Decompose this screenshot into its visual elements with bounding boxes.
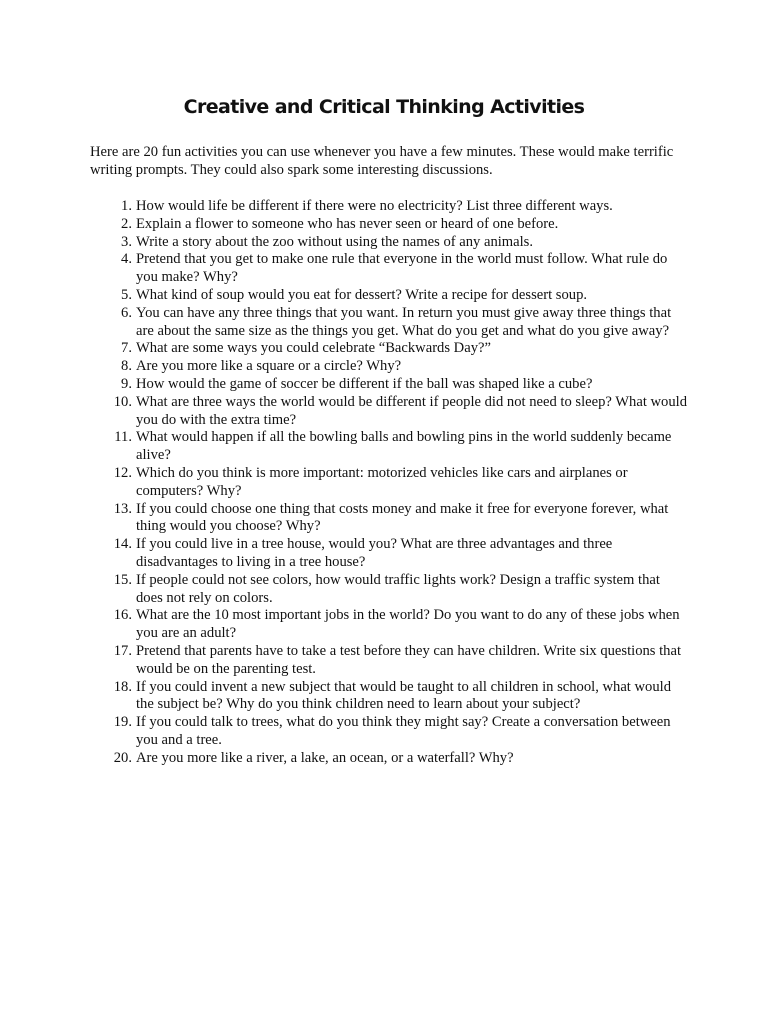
document-title: Creative and Critical Thinking Activities: [183, 96, 585, 118]
item-text: What are some ways you could celebrate “Backwards Day?”: [136, 340, 491, 357]
item-text: What are the 10 most important jobs in the world? Do you want to do any of these jobs when you are an adult?: [136, 607, 680, 642]
item-text: If you could talk to trees, what do you think they might say? Create a conversation between you and a tree.: [136, 714, 671, 748]
list-item: [90, 714, 690, 750]
item-text: How would the game of soccer be different if the ball was shaped like a cube?: [136, 375, 593, 392]
item-number: 1.: [121, 198, 132, 214]
item-number: 12.: [113, 464, 132, 481]
item-text: Pretend that parents have to take a test before they can have children. Write six questions that would be on the parenting test.: [136, 642, 682, 677]
item-number: 20.: [113, 749, 132, 766]
list-item: [90, 536, 690, 572]
list-item: [90, 216, 690, 234]
item-number: 14.: [113, 536, 132, 553]
list-item: [90, 394, 690, 430]
item-number: 16.: [113, 607, 132, 624]
item-number: 5.: [121, 286, 132, 303]
list-item: [90, 572, 690, 608]
item-number: 7.: [121, 340, 132, 357]
item-text: What would happen if all the bowling balls and bowling pins in the world suddenly became alive?: [136, 429, 672, 464]
item-text: If you could choose one thing that costs money and make it free for everyone forever, what thing would you choose? Why?: [136, 500, 669, 535]
list-item: [90, 429, 690, 465]
item-number: 15.: [113, 571, 132, 588]
item-number: 10.: [113, 393, 132, 410]
item-text: What kind of soup would you eat for dessert? Write a recipe for dessert soup.: [136, 286, 588, 303]
list-item: [90, 340, 690, 358]
list-item: [90, 287, 690, 305]
item-text: Which do you think is more important: motorized vehicles like cars and airplanes or computers? Why?: [136, 464, 628, 499]
item-number: 2.: [121, 215, 132, 232]
item-text: Are you more like a square or a circle? Why?: [136, 358, 402, 375]
list-item: [90, 607, 690, 643]
item-number: 6.: [121, 304, 132, 321]
item-text: If you could live in a tree house, would you? What are three advantages and three disadvantages to living in a tree house?: [136, 536, 613, 570]
item-number: 18.: [113, 678, 132, 695]
item-text: Are you more like a river, a lake, an ocean, or a waterfall? Why?: [136, 749, 514, 766]
activity-list: [90, 198, 690, 768]
item-text: What are three ways the world would be different if people did not need to sleep? What would you do with the extra time?: [136, 393, 688, 428]
list-item: [90, 376, 690, 394]
item-number: 13.: [113, 500, 132, 517]
list-item: [90, 465, 690, 501]
item-number: 3.: [121, 233, 132, 250]
list-item: [90, 679, 690, 715]
item-text: You can have any three things that you want. In return you must give away three things that are about the same size as the things you get. What do you get and what do you give away?: [136, 304, 672, 339]
item-number: 19.: [113, 714, 132, 731]
item-text: Explain a flower to someone who has never seen or heard of one before.: [136, 215, 559, 232]
item-number: 4.: [121, 251, 132, 268]
list-item: [90, 234, 690, 252]
item-number: 9.: [121, 375, 132, 392]
list-item: [90, 643, 690, 679]
list-item: [90, 750, 690, 768]
list-item: [90, 358, 690, 376]
item-number: 8.: [121, 358, 132, 375]
item-number: 17.: [113, 642, 132, 659]
intro-paragraph: Here are 20 fun activities you can use whenever you have a few minutes. These would make terrific writing prompts. They could also spark some interesting discussions.: [90, 144, 674, 178]
item-text: If people could not see colors, how would traffic lights work? Design a traffic system that does not rely on colors.: [136, 571, 660, 606]
item-text: If you could invent a new subject that would be taught to all children in school, what would the subject be? Why do you think children need to learn about your subject?: [136, 678, 671, 713]
item-text: How would life be different if there were no electricity? List three different ways.: [136, 198, 613, 214]
item-text: Pretend that you get to make one rule that everyone in the world must follow. What rule do you make? Why?: [136, 251, 668, 286]
list-item: [90, 251, 690, 287]
list-item: [90, 198, 690, 216]
item-number: 11.: [114, 429, 132, 446]
list-item: [90, 305, 690, 341]
item-text: Write a story about the zoo without using the names of any animals.: [136, 233, 534, 250]
list-item: [90, 501, 690, 537]
